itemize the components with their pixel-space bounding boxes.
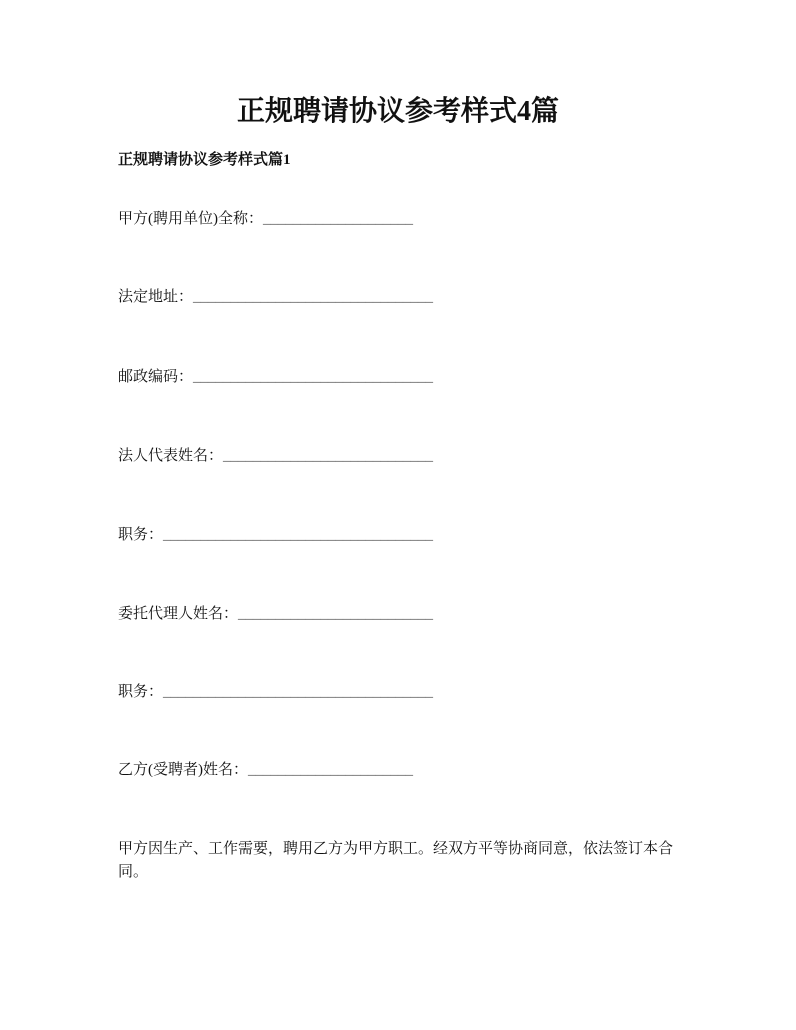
form-field-party-a-full-name	[118, 208, 413, 231]
form-field-party-b-name	[118, 759, 413, 782]
section-heading: 正规聘请协议参考样式篇1	[118, 152, 291, 168]
field-label: 法定地址：	[118, 289, 194, 305]
form-field-position-1	[118, 524, 433, 547]
field-blank-line: ________________________________	[193, 289, 434, 305]
form-field-position-2	[118, 681, 433, 704]
field-label: 甲方(聘用单位)全称：	[118, 211, 263, 227]
field-label: 职务：	[118, 684, 164, 700]
form-field-authorized-agent-name	[118, 603, 433, 626]
field-blank-line: __________________________	[238, 606, 434, 622]
field-blank-line: ____________________________________	[163, 527, 434, 543]
field-blank-line: ____________________________________	[163, 684, 434, 700]
form-field-legal-representative-name	[118, 445, 433, 468]
field-blank-line: ____________________________	[223, 448, 434, 464]
field-label: 委托代理人姓名：	[118, 606, 239, 622]
document-title: 正规聘请协议参考样式4篇	[236, 96, 559, 127]
field-blank-line: ________________________________	[193, 369, 434, 385]
field-label: 法人代表姓名：	[118, 448, 224, 464]
field-blank-line: ______________________	[248, 762, 413, 778]
field-label: 乙方(受聘者)姓名：	[118, 762, 248, 778]
form-field-postal-code	[118, 366, 433, 389]
form-field-legal-address	[118, 286, 433, 309]
field-label: 邮政编码：	[118, 369, 194, 385]
field-label: 职务：	[118, 527, 164, 543]
body-paragraph: 甲方因生产、工作需要，聘用乙方为甲方职工。经双方平等协商同意，依法签订本合同。	[118, 841, 674, 880]
field-blank-line: ____________________	[263, 211, 413, 227]
